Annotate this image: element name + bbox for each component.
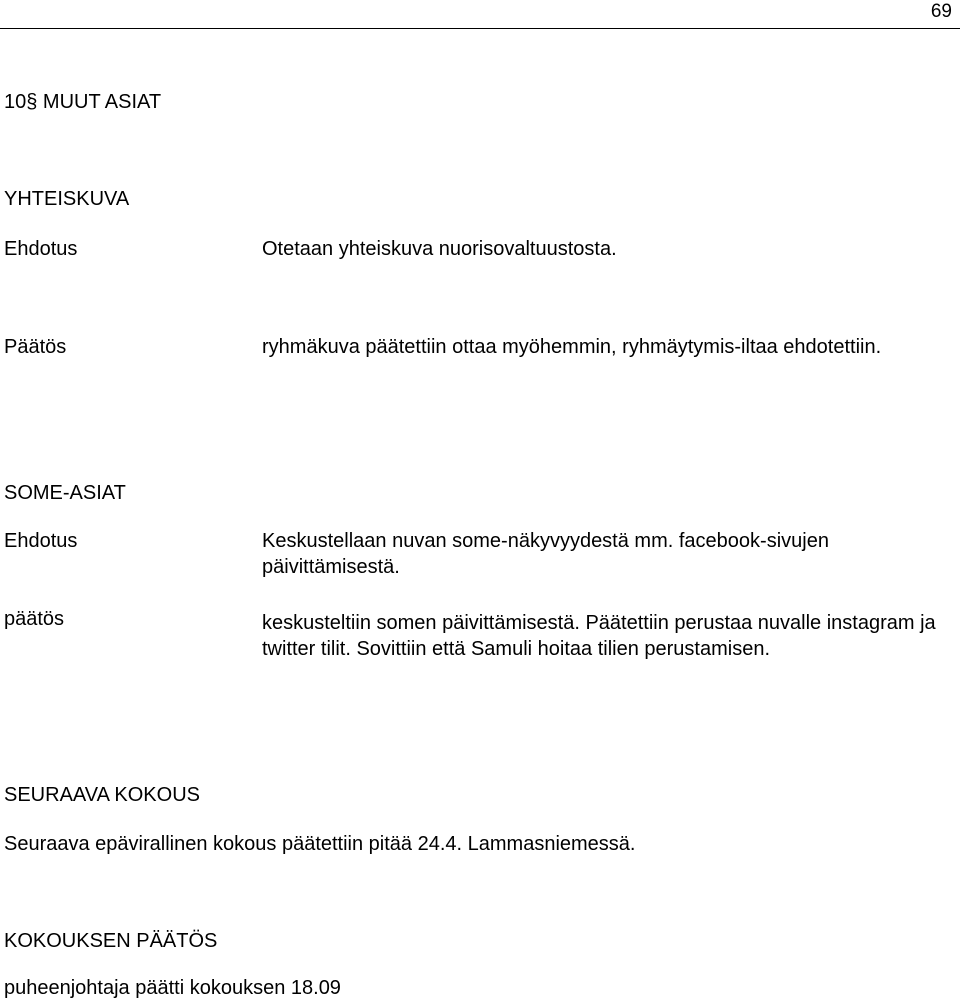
yhteiskuva-decision-label: Päätös [4, 336, 67, 358]
yhteiskuva-proposal-text: Otetaan yhteiskuva nuorisovaltuustosta. [262, 238, 617, 260]
closing-text: puheenjohtaja päätti kokouksen 18.09 [4, 977, 341, 999]
yhteiskuva-decision-text: ryhmäkuva päätettiin ottaa myöhemmin, ryhmäytymis-iltaa ehdotettiin. [262, 336, 882, 358]
yhteiskuva-title: YHTEISKUVA [4, 188, 130, 210]
header-rule [0, 28, 960, 29]
page-number: 69 [930, 1, 952, 22]
some-decision-text: keskusteltiin somen päivittämisestä. Päätettiin perustaa nuvalle instagram ja twitter tilit. Sovittiin että Samuli hoitaa tilien perustamisen. [262, 612, 936, 660]
section-heading: 10§ MUUT ASIAT [4, 91, 162, 113]
next-meeting-text: Seuraava epävirallinen kokous päätettiin pitää 24.4. Lammasniemessä. [4, 833, 636, 855]
some-decision-label: päätös [4, 608, 65, 630]
some-title: SOME-ASIAT [4, 482, 126, 504]
closing-title: KOKOUKSEN PÄÄTÖS [4, 930, 218, 952]
some-proposal-label: Ehdotus [4, 530, 78, 552]
yhteiskuva-proposal-label: Ehdotus [4, 238, 78, 260]
next-meeting-title: SEURAAVA KOKOUS [4, 784, 200, 806]
some-proposal-text: Keskustellaan nuvan some-näkyvyydestä mm. facebook-sivujen päivittämisestä. [262, 530, 829, 578]
